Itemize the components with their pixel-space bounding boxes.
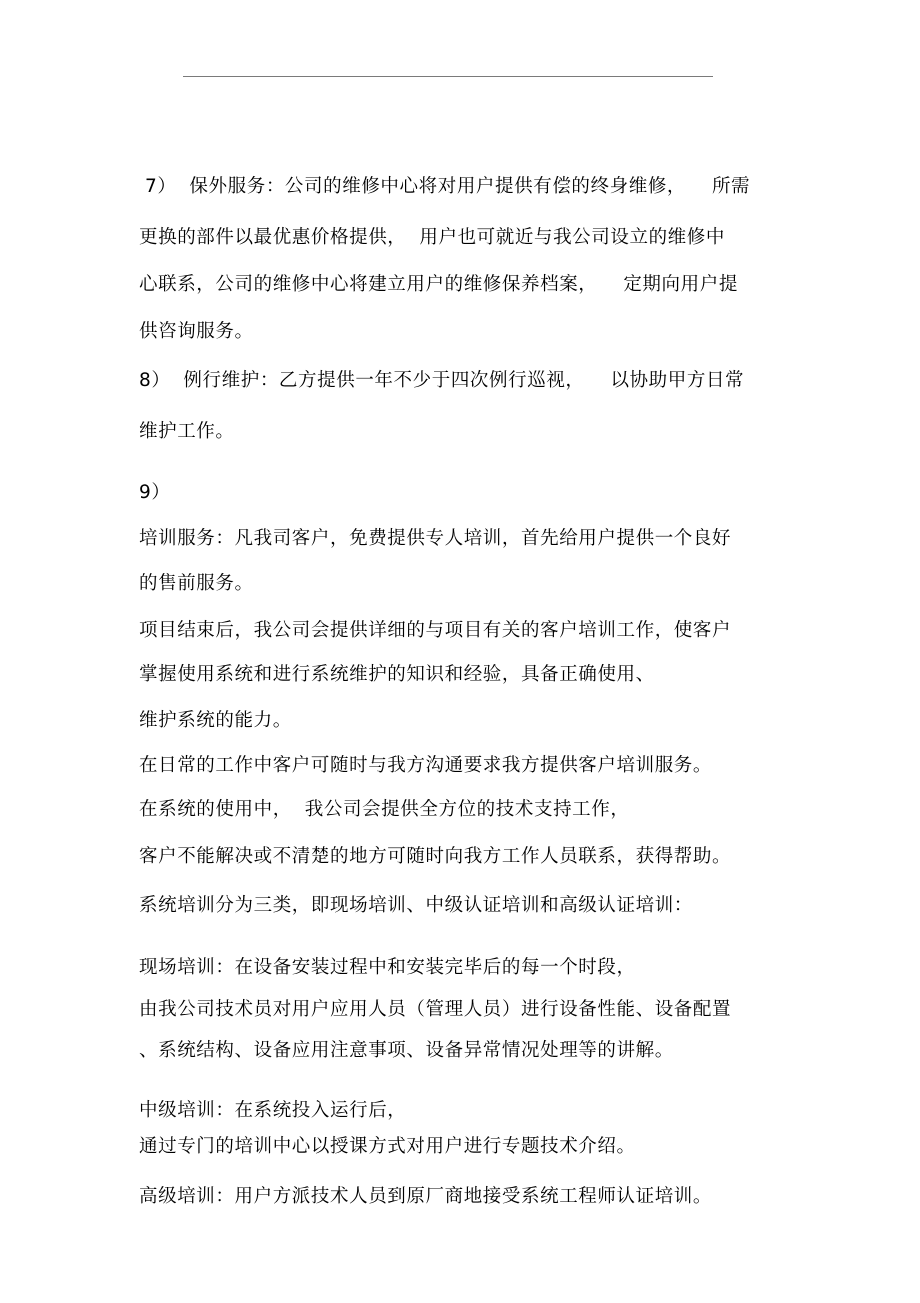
text-line-15: 客户不能解决或不清楚的地方可随时向我方工作人员联系，获得帮助。 [139, 846, 732, 867]
text-line-9-1: 培训服务：凡我司客户，免费提供专人培训，首先给用户提供一个良好 [139, 528, 732, 549]
text-line-14: 在系统的使用中， 我公司会提供全方位的技术支持工作， [139, 799, 630, 820]
text-line-7-3: 心联系，公司的维修中心将建立用户的维修保养档案， 定期向用户提 [139, 274, 738, 295]
text-line-13: 在日常的工作中客户可随时与我方沟通要求我方提供客户培训服务。 [139, 755, 713, 776]
text-line-9-number: 9） [139, 482, 171, 503]
text-line-16: 系统培训分为三类，即现场培训、中级认证培训和高级认证培训： [139, 895, 693, 916]
text-line-7-1: 7） 保外服务：公司的维修中心将对用户提供有偿的终身维修， 所需 [145, 176, 751, 197]
text-line-18: 由我公司技术员对用户应用人员（管理人员）进行设备性能、设备配置 [139, 999, 732, 1020]
text-line-11: 掌握使用系统和进行系统维护的知识和经验，具备正确使用、 [139, 664, 655, 685]
text-line-20: 中级培训：在系统投入运行后， [139, 1100, 407, 1121]
text-line-19: 、系统结构、设备应用注意事项、设备异常情况处理等的讲解。 [139, 1040, 674, 1061]
text-line-22: 高级培训：用户方派技术人员到原厂商地接受系统工程师认证培训。 [139, 1186, 713, 1207]
text-line-8-1: 8） 例行维护：乙方提供一年不少于四次例行巡视， 以协助甲方日常 [139, 370, 745, 391]
text-line-7-2: 更换的部件以最优惠价格提供， 用户也可就近与我公司设立的维修中 [139, 227, 725, 248]
header-rule [183, 76, 713, 77]
text-line-17: 现场培训：在设备安装过程中和安装完毕后的每一个时段， [139, 957, 636, 978]
text-line-10: 项目结束后，我公司会提供详细的与项目有关的客户培训工作，使客户 [139, 620, 732, 641]
text-line-8-2: 维护工作。 [139, 421, 235, 442]
text-line-7-4: 供咨询服务。 [139, 321, 254, 342]
text-line-9-2: 的售前服务。 [139, 573, 254, 594]
text-line-12: 维护系统的能力。 [139, 710, 292, 731]
text-line-21: 通过专门的培训中心以授课方式对用户进行专题技术介绍。 [139, 1136, 636, 1157]
